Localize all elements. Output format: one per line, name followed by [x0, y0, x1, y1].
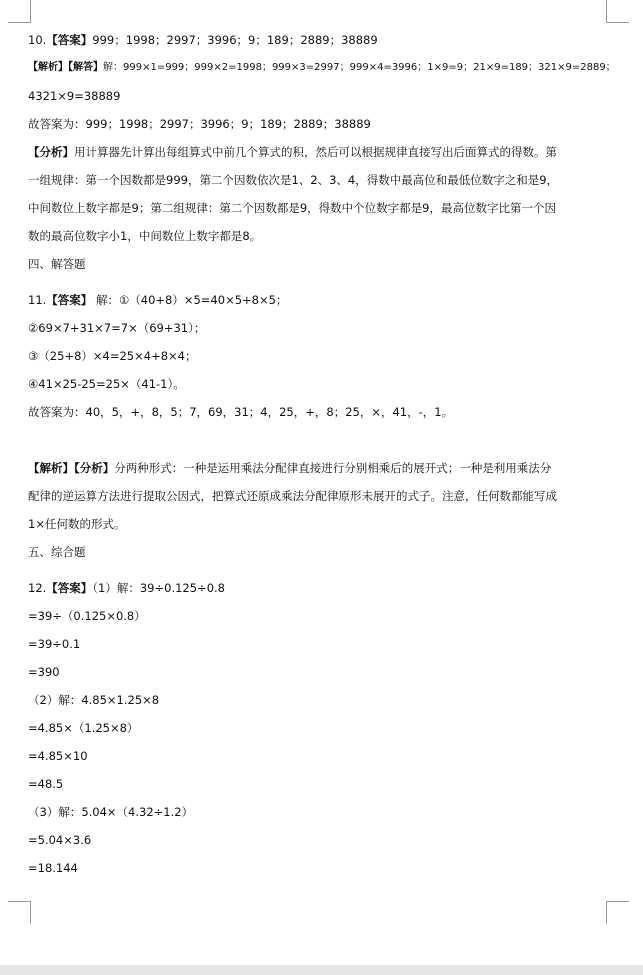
- text-run: 一组规律：第一个因数都是999，第二个因数依次是1、2、3、4，得数中最高位和最低位数字之和是9，: [28, 173, 559, 187]
- text-line-section-5: [28, 544, 618, 560]
- text-run: （3）解：5.04×（4.32÷1.2）: [28, 805, 194, 819]
- text-run: 【解析】【分析】: [28, 461, 115, 475]
- text-run: =4.85×（1.25×8）: [28, 721, 139, 735]
- text-line-q11-analysis-1: [28, 460, 618, 476]
- text-line-q11-3: [28, 348, 618, 364]
- text-run: 11.: [28, 293, 47, 307]
- text-run: ③（25+8）×4=25×4+8×4；: [28, 349, 197, 363]
- text-line-q11-analysis-3: [28, 516, 618, 532]
- text-run: 配律的逆运算方法进行提取公因式，把算式还原成乘法分配律原形未展开的式子。注意，任何数都能写成: [28, 489, 557, 503]
- text-run: 【答案】: [46, 33, 93, 47]
- text-run: 999；1998；2997；3996；9；189；2889；38889: [92, 33, 378, 47]
- text-line-q12-3b: [28, 860, 618, 876]
- text-run: （2）解：4.85×1.25×8: [28, 693, 160, 707]
- text-run: 【答案】: [46, 293, 93, 307]
- text-line-q12-1c: [28, 664, 618, 680]
- corner-mark-bottom-left: [8, 901, 31, 924]
- text-line-q12-3: [28, 804, 618, 820]
- text-line-q12-2b: [28, 748, 618, 764]
- text-run: 故答案为：999；1998；2997；3996；9；189；2889；38889: [28, 117, 371, 131]
- text-run: 解：①（40+8）×5=40×5+8×5；: [92, 293, 288, 307]
- text-line-q10-fenxi-2: [28, 172, 618, 188]
- text-run: =48.5: [28, 777, 64, 791]
- text-line-q12-3a: [28, 832, 618, 848]
- text-run: =4.85×10: [28, 749, 88, 763]
- text-run: =18.144: [28, 861, 78, 875]
- text-run: 中间数位上数字都是9；第二组规律：第二个因数都是9，得数中个位数字都是9，最高位数字比第一个因: [28, 201, 556, 215]
- text-run: 四、解答题: [28, 257, 86, 271]
- page-bottom-gap: [0, 965, 643, 975]
- text-line-q10-analysis-1: [28, 60, 618, 76]
- corner-mark-top-left: [8, 0, 31, 23]
- text-run: 数的最高位数字小1，中间数位上数字都是8。: [28, 229, 262, 243]
- text-run: =39÷（0.125×0.8）: [28, 609, 146, 623]
- text-run: 用计算器先计算出每组算式中前几个算式的积，然后可以根据规律直接写出后面算式的得数。第: [74, 145, 557, 159]
- text-line-q10-fenxi-1: [28, 144, 618, 160]
- text-run: 10.: [28, 33, 47, 47]
- text-line-q10-fenxi-4: [28, 228, 618, 244]
- text-run: 12.: [28, 581, 47, 595]
- text-line-q12-answer: [28, 580, 618, 596]
- text-line-q10-fenxi-3: [28, 200, 618, 216]
- text-run: 【答案】: [46, 581, 93, 595]
- text-line-q11-result: [28, 404, 618, 420]
- text-run: 【分析】: [28, 145, 74, 159]
- text-line-q10-analysis-2: [28, 88, 618, 104]
- text-run: 1×任何数的形式。: [28, 517, 126, 531]
- text-run: 解：999×1=999；999×2=1998；999×3=2997；999×4=3996；1×9=9；21×9=189；321×9=2889；: [103, 62, 616, 73]
- text-line-q11-2: [28, 320, 618, 336]
- corner-mark-top-right: [606, 0, 629, 23]
- text-run: 【解析】【解答】: [28, 62, 103, 73]
- text-line-q10-answer: [28, 32, 618, 48]
- text-line-q12-1b: [28, 636, 618, 652]
- text-line-q11-analysis-2: [28, 488, 618, 504]
- text-line-q10-result: [28, 116, 618, 132]
- text-line-q12-2a: [28, 720, 618, 736]
- text-line-q11-answer: [28, 292, 618, 308]
- text-run: 五、综合题: [28, 545, 86, 559]
- text-run: 分两种形式：一种是运用乘法分配律直接进行分别相乘后的展开式；一种是利用乘法分: [114, 461, 552, 475]
- corner-mark-bottom-right: [606, 901, 629, 924]
- text-line-q12-2c: [28, 776, 618, 792]
- text-run: =39÷0.1: [28, 637, 81, 651]
- text-run: 4321×9=38889: [28, 89, 121, 103]
- text-run: =390: [28, 665, 60, 679]
- text-run: ②69×7+31×7=7×（69+31）；: [28, 321, 206, 335]
- text-line-q12-2: [28, 692, 618, 708]
- text-run: ④41×25-25=25×（41-1）。: [28, 377, 185, 391]
- text-line-q11-4: [28, 376, 618, 392]
- text-run: 故答案为：40，5，+，8，5；7，69，31；4，25，+，8；25，×，41，-，1。: [28, 405, 454, 419]
- text-line-section-4: [28, 256, 618, 272]
- text-line-q12-1a: [28, 608, 618, 624]
- text-run: （1）解：39÷0.125÷0.8: [92, 581, 225, 595]
- text-run: =5.04×3.6: [28, 833, 92, 847]
